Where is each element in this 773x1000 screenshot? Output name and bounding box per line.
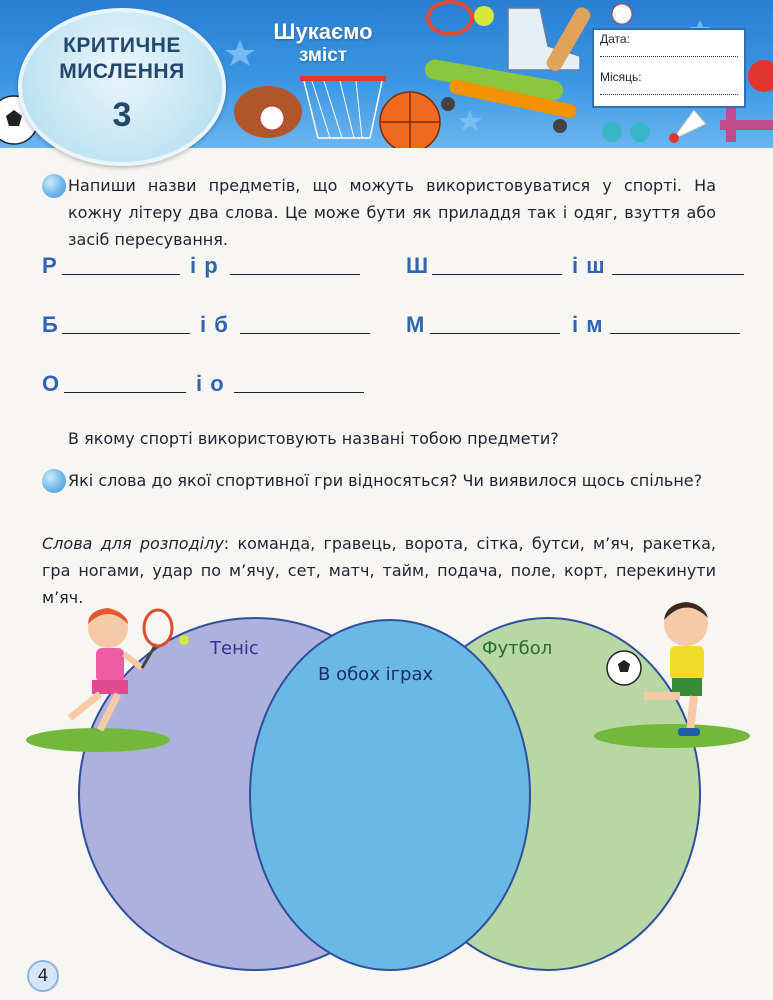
critical-thinking-badge	[18, 8, 226, 166]
both-games-label: В обох іграх	[318, 664, 434, 685]
football-boy-icon	[600, 594, 750, 744]
task2-instructions: Які слова до якої спортивної гри відносяться? Чи виявилося щось спільне?	[68, 471, 703, 490]
letter-b: Б	[42, 312, 59, 337]
task1-bullet-icon	[42, 174, 66, 198]
month-field[interactable]	[600, 70, 738, 95]
answer-line[interactable]	[612, 274, 744, 275]
letter-sh: Ш	[406, 253, 430, 278]
badge-title-line2: МИСЛЕННЯ	[59, 60, 185, 83]
title-line2: зміст	[298, 45, 348, 66]
answer-line[interactable]	[62, 274, 180, 275]
conj-o: і о	[196, 371, 225, 396]
conj-sh: і ш	[572, 253, 606, 278]
date-box	[592, 28, 746, 108]
answer-line[interactable]	[430, 333, 560, 334]
answer-line[interactable]	[432, 274, 562, 275]
title-line1: Шукаємо	[273, 19, 373, 44]
letter-r: Р	[42, 253, 58, 278]
answer-line[interactable]	[64, 392, 186, 393]
month-label: Місяць:	[600, 70, 642, 84]
badge-title-line1: КРИТИЧНЕ	[63, 34, 181, 57]
conj-b: і б	[200, 312, 229, 337]
words-list: : команда, гравець, ворота, сітка, бутси, м’яч, ракетка, гра ногами, удар по м’ячу, сет, матч, тайм, подача, поле, корт, перекинути м’яч.	[42, 534, 716, 607]
tennis-label: Теніс	[210, 638, 259, 659]
football-label: Футбол	[482, 638, 553, 659]
task2-bullet-icon	[42, 469, 66, 493]
badge-number: 3	[112, 96, 132, 134]
words-label: Слова для розподілу	[42, 534, 224, 553]
letter-m: М	[406, 312, 426, 337]
date-label: Дата:	[600, 32, 630, 46]
answer-line[interactable]	[230, 274, 360, 275]
header-banner	[0, 0, 773, 148]
answer-line[interactable]	[610, 333, 740, 334]
conj-m: і м	[572, 312, 604, 337]
conj-r: і р	[190, 253, 219, 278]
letter-o: О	[42, 371, 61, 396]
answer-line[interactable]	[234, 392, 364, 393]
task1-instructions: Напиши назви предметів, що можуть використовуватися у спорті. На кожну літеру два слова. Це може бути як приладдя так і одяг, взуття або засіб пересування.	[68, 176, 716, 249]
answer-line[interactable]	[62, 333, 190, 334]
page-title	[248, 20, 398, 68]
answer-line[interactable]	[240, 333, 370, 334]
task1-question: В якому спорті використовують названі тобою предмети?	[68, 429, 559, 448]
page-number: 4	[27, 960, 59, 992]
date-field[interactable]	[600, 32, 738, 57]
tennis-girl-icon	[30, 600, 190, 740]
